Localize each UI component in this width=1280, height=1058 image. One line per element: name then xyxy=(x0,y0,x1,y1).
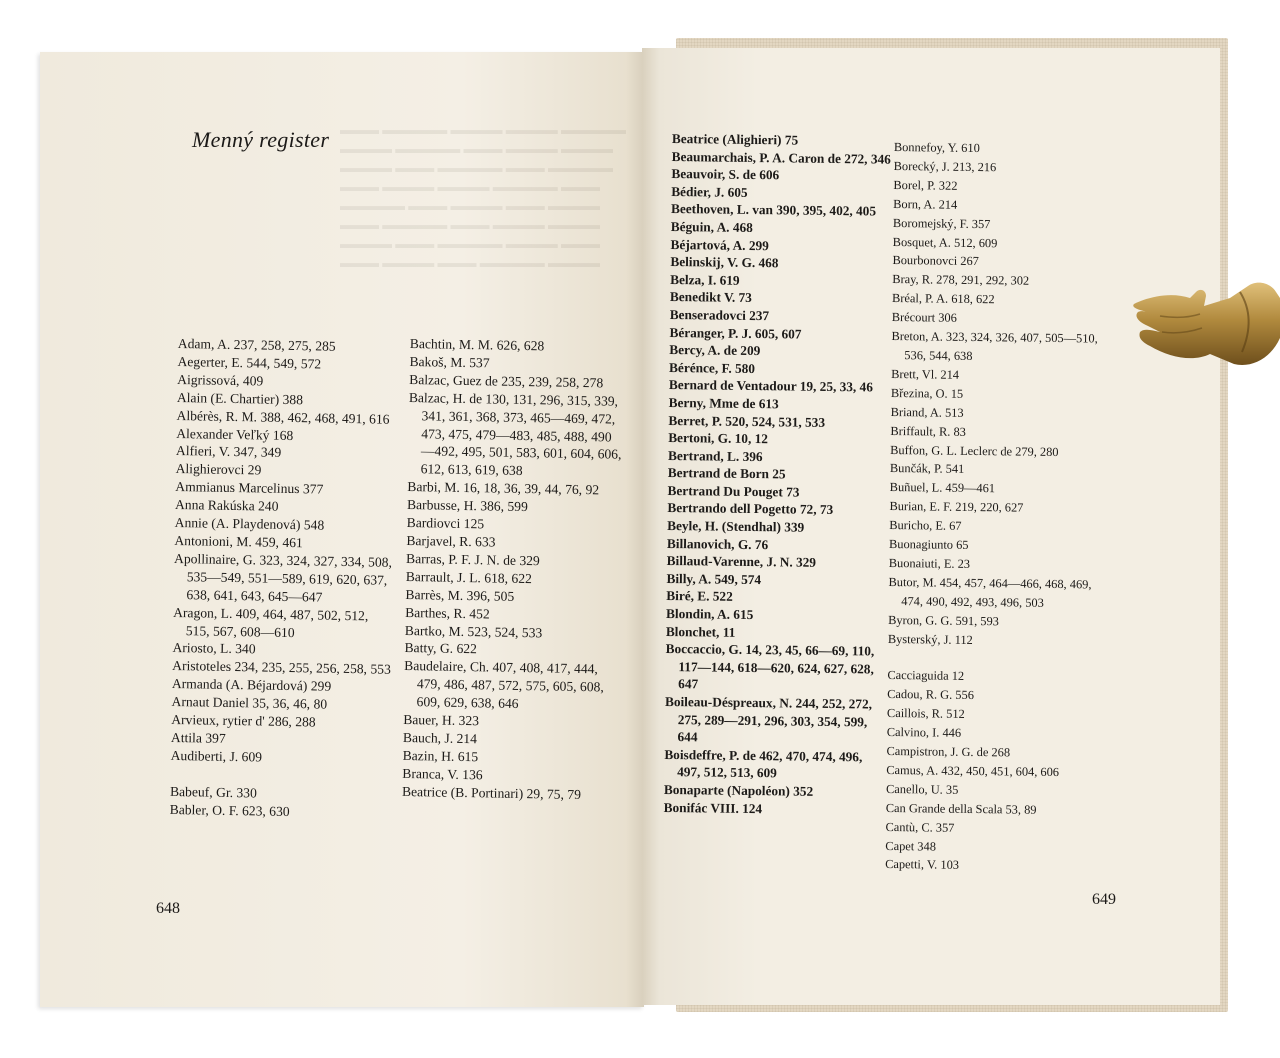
index-entry: Baudelaire, Ch. 407, 408, 417, 444, 479, 486, 487, 572, 575, 605, 608, 609, 629, 638, 646 xyxy=(404,658,604,712)
index-entry: Bonifác VIII. 124 xyxy=(663,799,763,816)
index-entry: Boromejský, F. 357 xyxy=(892,215,991,231)
index-entry: Anna Rakúska 240 xyxy=(174,497,279,514)
index-entry: Apollinaire, G. 323, 324, 327, 334, 508, 535—549, 551—589, 619, 620, 637, 638, 641, 643, 645—647 xyxy=(173,550,393,605)
page-number-right: 649 xyxy=(1092,891,1116,908)
index-entry: Born, A. 214 xyxy=(893,196,958,212)
index-entry: Bachtin, M. M. 626, 628 xyxy=(409,335,545,354)
index-column-left-2 xyxy=(402,335,624,804)
index-entry: Camus, A. 432, 450, 451, 604, 606 xyxy=(886,762,1060,779)
index-entry: Buonaiuti, E. 23 xyxy=(888,555,971,571)
index-entry: Buffon, G. L. Leclerc de 279, 280 xyxy=(890,442,1059,459)
index-entry: Butor, M. 454, 457, 464—466, 468, 469, 474, 490, 492, 493, 496, 503 xyxy=(888,574,1092,610)
index-entry: Brécourt 306 xyxy=(891,310,957,325)
index-entry: Alexander Veľký 168 xyxy=(176,425,294,443)
index-entry: Aristoteles 234, 235, 255, 256, 258, 553 xyxy=(172,658,391,678)
index-entry: Babler, O. F. 623, 630 xyxy=(169,801,290,819)
index-entry: Bonaparte (Napoléon) 352 xyxy=(663,781,814,799)
index-entry: Barbusse, H. 386, 599 xyxy=(406,497,528,515)
index-entry: Benseradovci 237 xyxy=(669,306,770,324)
index-entry: Bartko, M. 523, 524, 533 xyxy=(404,622,543,640)
index-entry: Borecký, J. 213, 216 xyxy=(893,158,997,175)
index-entry: Březina, O. 15 xyxy=(890,385,964,401)
right-page xyxy=(642,48,1220,1005)
index-entry: Buricho, E. 67 xyxy=(889,518,962,533)
index-entry: Aigrissová, 409 xyxy=(177,371,264,389)
index-entry: Benedikt V. 73 xyxy=(669,289,752,306)
index-column-right-2 xyxy=(885,138,1109,877)
index-entry: Batty, G. 622 xyxy=(404,640,478,657)
index-entry: Briffault, R. 83 xyxy=(890,423,967,439)
index-entry: Borel, P. 322 xyxy=(893,177,958,193)
index-entry: Buonagiunto 65 xyxy=(888,537,969,552)
index-entry: Billy, A. 549, 574 xyxy=(666,570,762,587)
index-entry: Babeuf, Gr. 330 xyxy=(169,783,258,801)
index-entry: Arvieux, rytier d' 286, 288 xyxy=(171,711,316,730)
index-entry: Arnaut Daniel 35, 36, 46, 80 xyxy=(171,694,328,712)
index-entry: Bazin, H. 615 xyxy=(402,747,479,765)
index-entry: Cantù, C. 357 xyxy=(885,819,955,835)
index-entry: Boileau-Déspreaux, N. 244, 252, 272, 275, 289—291, 296, 303, 354, 599, 644 xyxy=(664,693,873,745)
index-entry: Bourbonovci 267 xyxy=(892,253,979,269)
index-entry: Boccaccio, G. 14, 23, 45, 66—69, 110, 117—144, 618—620, 624, 627, 628, 647 xyxy=(665,641,875,692)
index-entry: Beaumarchais, P. A. Caron de 272, 346 xyxy=(671,148,891,167)
index-entry: Bakoš, M. 537 xyxy=(409,353,490,371)
index-entry: Bauch, J. 214 xyxy=(402,729,478,747)
index-entry: Alighierovci 29 xyxy=(175,461,262,478)
index-entry: Barbi, M. 16, 18, 36, 39, 44, 76, 92 xyxy=(407,479,600,498)
index-entry: Briand, A. 513 xyxy=(890,404,964,420)
index-entry: Burian, E. F. 219, 220, 627 xyxy=(889,499,1024,515)
index-entry: Albérès, R. M. 388, 462, 468, 491, 616 xyxy=(176,407,390,427)
index-entry: Bardiovci 125 xyxy=(406,515,485,532)
index-entry: Aragon, L. 409, 464, 487, 502, 512, 515, 567, 608—610 xyxy=(173,604,369,640)
index-entry: Can Grande della Scala 53, 89 xyxy=(885,800,1037,817)
index-entry: Beyle, H. (Stendhal) 339 xyxy=(667,518,805,535)
index-entry: Calvino, I. 446 xyxy=(886,725,962,740)
page-title: Menný register xyxy=(192,127,330,152)
index-entry: Canello, U. 35 xyxy=(885,781,959,797)
index-entry: Brett, Vl. 214 xyxy=(891,366,960,382)
index-entry: Bédier, J. 605 xyxy=(671,183,748,200)
index-entry: Barras, P. F. J. N. de 329 xyxy=(405,550,540,569)
index-entry: Capet 348 xyxy=(885,838,937,854)
index-entry: Bauer, H. 323 xyxy=(403,711,480,729)
index-entry: Beatrice (Alighieri) 75 xyxy=(671,130,799,148)
index-entry: Ammianus Marcelinus 377 xyxy=(175,479,324,497)
left-page xyxy=(40,52,644,1007)
index-entry: Bérénce, F. 580 xyxy=(669,359,756,376)
index-entry: Branca, V. 136 xyxy=(402,765,483,783)
index-entry: Cacciaguida 12 xyxy=(887,668,965,684)
index-entry: Bertrando dell Pogetto 72, 73 xyxy=(667,500,834,518)
index-entry: Boisdeffre, P. de 462, 470, 474, 496, 497, 512, 513, 609 xyxy=(664,746,863,781)
index-entry: Campistron, J. G. de 268 xyxy=(886,743,1011,760)
index-entry: Barjavel, R. 633 xyxy=(406,532,496,550)
index-entry: Béranger, P. J. 605, 607 xyxy=(669,324,802,342)
index-entry: Capetti, V. 103 xyxy=(885,857,960,873)
index-entry: Barrès, M. 396, 505 xyxy=(405,586,515,604)
index-entry: Bercy, A. de 209 xyxy=(669,342,761,359)
index-entry: Barthes, R. 452 xyxy=(405,604,490,622)
index-entry: Bréal, P. A. 618, 622 xyxy=(891,291,995,307)
index-entry: Biré, E. 522 xyxy=(666,588,733,605)
index-entry: Bysterský, J. 112 xyxy=(887,631,973,647)
index-column-right-1 xyxy=(664,130,896,819)
index-entry: Bray, R. 278, 291, 292, 302 xyxy=(892,272,1030,289)
index-entry: Blondin, A. 615 xyxy=(666,605,754,623)
index-entry: Bertrand, L. 396 xyxy=(667,447,763,464)
index-entry: Béguin, A. 468 xyxy=(670,218,753,235)
index-entry: Annie (A. Playdenová) 548 xyxy=(174,515,325,533)
index-entry: Beauvoir, S. de 606 xyxy=(671,166,780,183)
show-through-text: ▬▬▬ ▬▬▬▬▬ ▬▬▬▬ ▬▬▬▬ ▬▬▬▬▬ ▬▬▬▬ ▬▬▬▬▬ ▬▬▬ ▬▬▬▬ ▬▬▬▬ ▬▬▬▬ ▬▬▬ ▬▬▬▬▬ ▬▬▬ ▬▬▬▬▬ ▬▬▬ ▬▬▬▬ ▬▬▬▬ ▬▬▬▬▬ ▬▬▬ ▬▬▬▬▬ ▬▬▬ ▬▬▬▬ ▬▬▬ ▬▬▬▬ ▬▬▬ ▬▬▬▬▬ ▬▬▬ ▬▬▬▬ ▬▬▬▬ ▬▬▬▬ ▬▬▬ ▬▬▬▬▬ ▬▬▬▬ ▬▬▬ ▬▬▬ ▬▬▬▬ ▬▬▬ ▬▬▬▬▬ ▬▬▬▬ xyxy=(340,122,626,270)
index-entry: Berny, Mme de 613 xyxy=(668,394,779,412)
index-entry: Buñuel, L. 459—461 xyxy=(889,480,996,496)
index-entry: Aegerter, E. 544, 549, 572 xyxy=(177,353,322,372)
index-column-left-1 xyxy=(170,335,400,822)
index-entry: Beethoven, L. van 390, 395, 402, 405 xyxy=(670,201,877,219)
index-entry: Alfieri, V. 347, 349 xyxy=(175,443,282,461)
index-entry: Billaud-Varenne, J. N. 329 xyxy=(666,553,817,571)
index-entry: Adam, A. 237, 258, 275, 285 xyxy=(177,335,336,354)
index-entry: Byron, G. G. 591, 593 xyxy=(888,612,1000,628)
index-entry: Caillois, R. 512 xyxy=(886,706,965,722)
index-entry: Berret, P. 520, 524, 531, 533 xyxy=(668,412,826,430)
index-entry: Bernard de Ventadour 19, 25, 33, 46 xyxy=(668,377,873,395)
index-entry: Breton, A. 323, 324, 326, 407, 505—510, 536, 544, 638 xyxy=(891,329,1098,363)
page-number-left: 648 xyxy=(156,900,180,917)
index-entry: Bunčák, P. 541 xyxy=(889,461,965,477)
brass-hand-bookmark-icon xyxy=(1130,268,1280,378)
index-entry: Audiberti, J. 609 xyxy=(170,747,263,765)
index-entry: Attila 397 xyxy=(170,729,226,746)
index-entry: Barrault, J. L. 618, 622 xyxy=(405,568,533,586)
index-entry: Cadou, R. G. 556 xyxy=(887,687,975,703)
index-entry: Armanda (A. Béjardová) 299 xyxy=(171,676,332,694)
index-entry: Belza, I. 619 xyxy=(670,271,740,288)
index-entry: Bertrand Du Pouget 73 xyxy=(667,482,800,500)
index-entry: Bosquet, A. 512, 609 xyxy=(892,234,998,250)
index-entry: Beatrice (B. Portinari) 29, 75, 79 xyxy=(401,783,582,802)
index-entry: Blonchet, 11 xyxy=(665,623,736,640)
index-entry: Béjartová, A. 299 xyxy=(670,236,769,253)
index-entry: Bertrand de Born 25 xyxy=(667,465,786,482)
index-entry: Balzac, H. de 130, 131, 296, 315, 339, 341, 361, 368, 373, 465—469, 472, 473, 475, 479—483, 485, 488, 490—492, 495, 501, 583, 601, 604, 606, 612, 613, 619, 638 xyxy=(408,389,622,479)
index-entry: Belinskij, V. G. 468 xyxy=(670,254,779,271)
index-entry: Antonioni, M. 459, 461 xyxy=(174,532,303,551)
index-entry: Ariosto, L. 340 xyxy=(172,640,256,657)
index-entry: Bertoni, G. 10, 12 xyxy=(668,430,769,447)
index-entry: Billanovich, G. 76 xyxy=(666,535,769,552)
index-entry: Bonnefoy, Y. 610 xyxy=(893,139,980,156)
index-entry: Balzac, Guez de 235, 239, 258, 278 xyxy=(409,371,604,391)
index-entry: Alain (E. Chartier) 388 xyxy=(176,389,304,407)
